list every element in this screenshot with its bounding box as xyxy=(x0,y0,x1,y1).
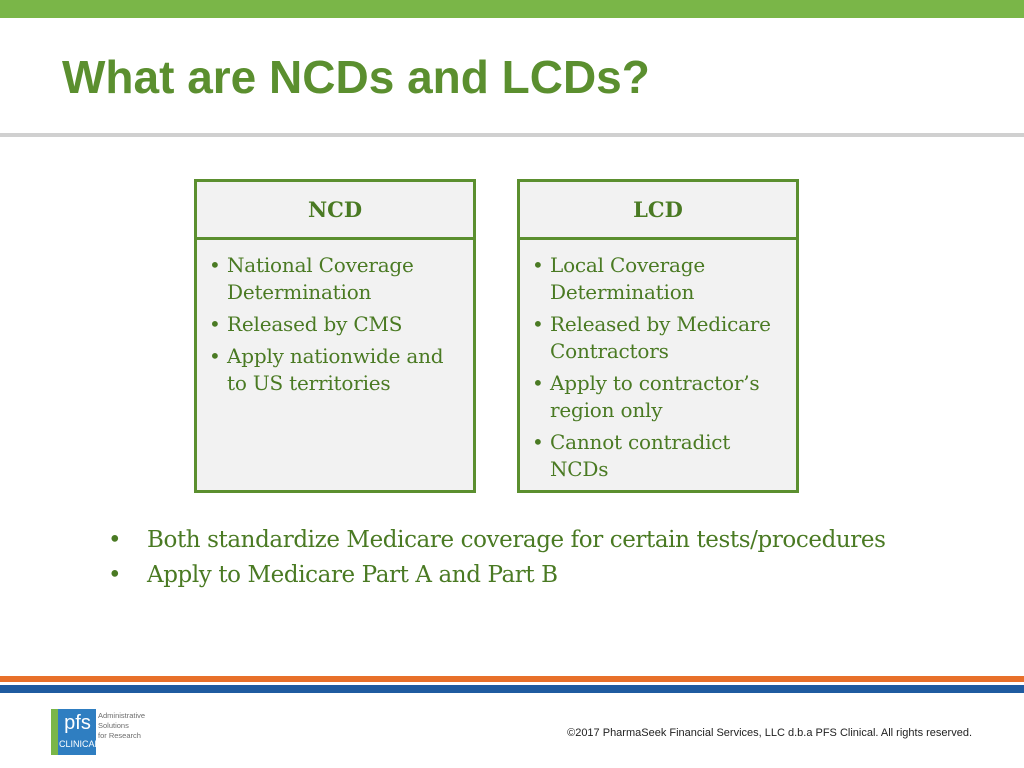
ncd-box xyxy=(194,179,476,493)
lcd-list-item: • Apply to contractor’s region only xyxy=(532,371,760,422)
lcd-box-heading: LCD xyxy=(520,182,796,240)
pfs-clinical-logo xyxy=(51,709,161,757)
bullet-icon: • xyxy=(108,562,122,588)
bullet-icon: • xyxy=(532,430,544,454)
slide-title: What are NCDs and LCDs? xyxy=(62,51,650,103)
summary-bullet: • Apply to Medicare Part A and Part B xyxy=(108,558,886,593)
bullet-icon: • xyxy=(532,253,544,277)
copyright-footer: ©2017 PharmaSeek Financial Services, LLC d.b.a PFS Clinical. All rights reserved. xyxy=(567,727,972,739)
bullet-icon: • xyxy=(209,253,221,277)
bullet-icon: • xyxy=(532,312,544,336)
bullet-icon: • xyxy=(209,312,221,336)
bullet-icon: • xyxy=(532,371,544,395)
summary-bullet: • Both standardize Medicare coverage for certain tests/procedures xyxy=(108,523,886,558)
title-divider xyxy=(0,133,1024,137)
footer-stripe-blue xyxy=(0,685,1024,693)
ncd-list-item: • National Coverage Determination xyxy=(209,253,414,304)
logo-mark xyxy=(51,709,100,755)
footer-stripe-orange xyxy=(0,676,1024,682)
lcd-list-item: • Local Coverage Determination xyxy=(532,253,706,304)
lcd-list-item: • Cannot contradict NCDs xyxy=(532,430,731,481)
top-accent-bar xyxy=(0,0,1024,18)
logo-clinical-text: CLINICAL xyxy=(59,739,100,749)
lcd-list xyxy=(520,240,796,483)
bullet-icon: • xyxy=(108,527,122,553)
summary-bullets xyxy=(108,523,886,593)
ncd-list-item: • Released by CMS xyxy=(209,312,403,336)
ncd-list xyxy=(197,240,473,397)
ncd-list-item: • Apply nationwide and to US territories xyxy=(209,344,444,395)
bullet-icon: • xyxy=(209,344,221,368)
logo-tagline: Administrative Solutions for Research xyxy=(98,711,146,740)
lcd-list-item: • Released by Medicare Contractors xyxy=(532,312,771,363)
logo-pfs-text: pfs xyxy=(64,712,91,734)
ncd-box-heading: NCD xyxy=(197,182,473,240)
lcd-box xyxy=(517,179,799,493)
